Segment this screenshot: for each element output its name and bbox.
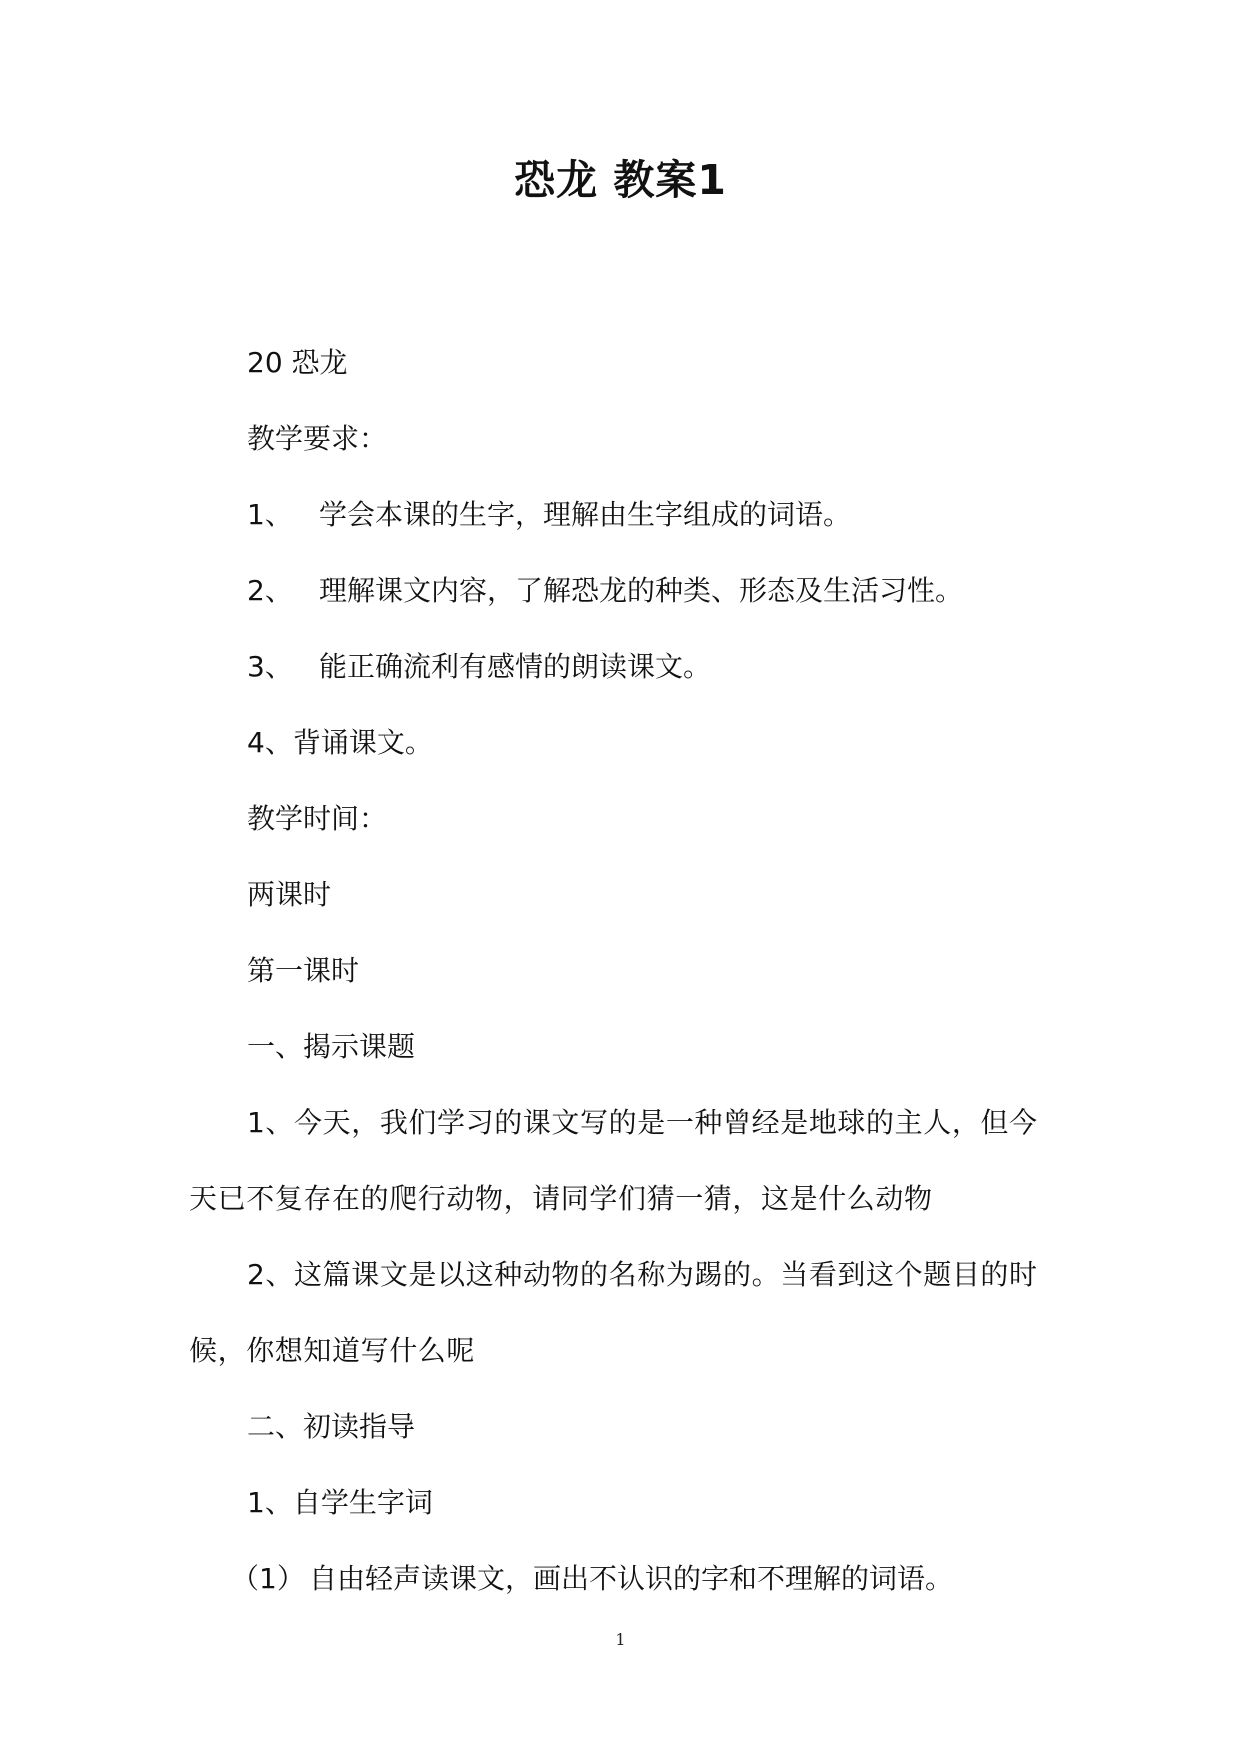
- requirement-item: [189, 553, 1049, 629]
- document-title: 恐龙 教案1: [514, 156, 727, 204]
- section-heading: [189, 1389, 1049, 1465]
- page-number: 1: [615, 1630, 626, 1649]
- lesson-heading-text: 20 恐龙: [247, 346, 348, 379]
- paragraph-text: 两课时: [247, 878, 332, 911]
- body-paragraph: 2、这篇课文是以这种动物的名称为踢的。当看到这个题目的时候，你想知道写什么呢: [189, 1258, 1038, 1367]
- item-number: 2、: [247, 574, 293, 607]
- document-body: [189, 325, 1049, 1617]
- paragraph-text: 一、揭示课题: [247, 1030, 416, 1063]
- requirement-item: [189, 705, 1049, 781]
- item-number: （1）: [231, 1562, 305, 1595]
- item-number: 1、: [247, 498, 293, 531]
- item-text: 自由轻声读课文，画出不认识的字和不理解的词语。: [309, 1562, 954, 1595]
- item-text: 能正确流利有感情的朗读课文。: [319, 650, 712, 683]
- body-paragraph: 1、今天，我们学习的课文写的是一种曾经是地球的主人，但今天已不复存在的爬行动物，请同学们猜一猜，这是什么动物: [189, 1106, 1038, 1215]
- section-teaching-time: [189, 781, 1049, 857]
- item-number: 3、: [247, 650, 293, 683]
- requirement-item: [189, 629, 1049, 705]
- lesson-period-heading: [189, 933, 1049, 1009]
- item-text: 理解课文内容，了解恐龙的种类、形态及生活习性。: [319, 574, 964, 607]
- item-text: 学会本课的生字，理解由生字组成的词语。: [319, 498, 852, 531]
- paragraph-text: 1、自学生字词: [247, 1486, 433, 1519]
- paragraph-text: 第一课时: [247, 954, 360, 987]
- paragraph-text: 二、初读指导: [247, 1410, 416, 1443]
- requirement-item: [189, 477, 1049, 553]
- paragraph-text: 教学时间：: [247, 802, 388, 835]
- lesson-heading: [189, 325, 1049, 401]
- section-heading: [189, 1009, 1049, 1085]
- step-item: [189, 1541, 1049, 1617]
- paragraph-text: 教学要求：: [247, 422, 388, 455]
- item-text: 4、背诵课文。: [247, 726, 433, 759]
- section-teaching-requirements: [189, 401, 1049, 477]
- teaching-time-value: [189, 857, 1049, 933]
- subsection-heading: [189, 1465, 1049, 1541]
